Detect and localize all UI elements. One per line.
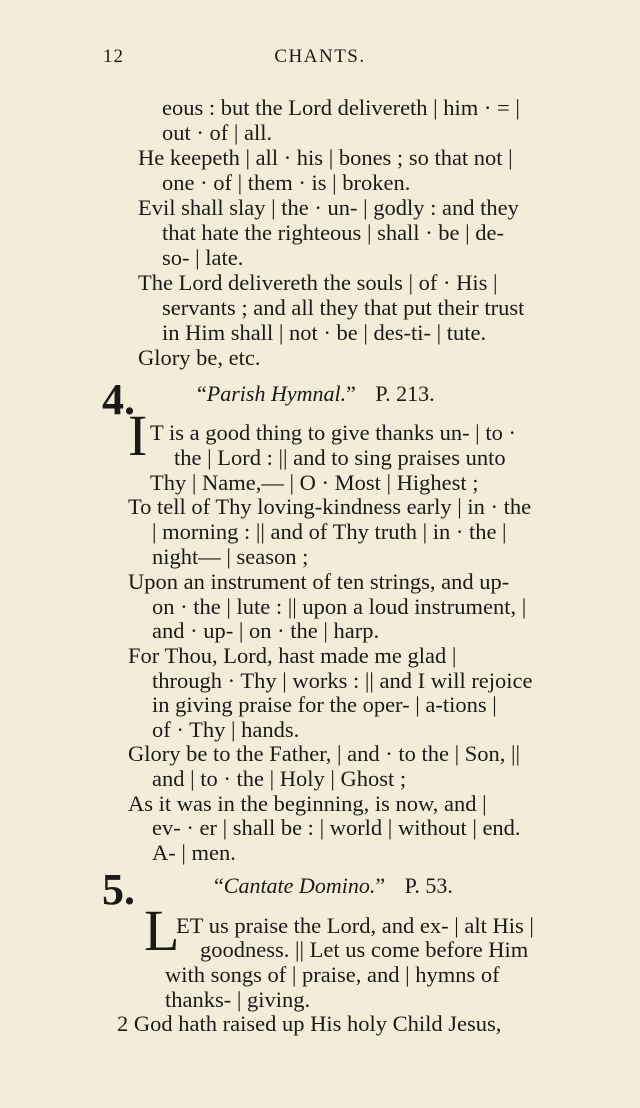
- continuation-line: Evil shall slay | the · un- | godly : and they: [138, 195, 519, 220]
- drop-cap: I: [128, 403, 148, 468]
- chant-line: in giving praise for the oper- | a-tions |: [152, 692, 497, 717]
- chant-number: 5.: [102, 865, 135, 914]
- chant-line: 2 God hath raised up His holy Child Jesus,: [117, 1011, 502, 1036]
- continuation-line: Glory be, etc.: [138, 345, 261, 370]
- chant-line: of · Thy | hands.: [152, 717, 300, 742]
- page-reference: P. 213.: [375, 381, 435, 406]
- chant-line: As it was in the beginning, is now, and |: [128, 791, 487, 816]
- chant-title: “Parish Hymnal.” P. 213.: [197, 381, 435, 406]
- tune-name: Parish Hymnal.: [206, 381, 347, 406]
- chant-line: Thy | Name,— | O · Most | Highest ;: [150, 470, 479, 495]
- chant-line: T is a good thing to give thanks un- | to ·: [150, 420, 516, 445]
- chant-line: on · the | lute : || upon a loud instrument, |: [152, 594, 527, 619]
- continuation-line: in Him shall | not · be | des-ti- | tute.: [162, 320, 487, 345]
- chant-number: 4.: [102, 375, 135, 424]
- chant-line: with songs of | praise, and | hymns of: [165, 962, 500, 987]
- continuation-line: eous : but the Lord delivereth | him · = |: [162, 95, 520, 120]
- chant-line: To tell of Thy loving-kindness early | in · the: [128, 494, 532, 519]
- continuation-line: The Lord delivereth the souls | of · His |: [138, 270, 498, 295]
- continuation-line: one · of | them · is | broken.: [162, 170, 411, 195]
- continuation-line: so- | late.: [162, 245, 244, 270]
- chant-line: A- | men.: [152, 840, 236, 865]
- page-header: [0, 46, 640, 76]
- chant-line: For Thou, Lord, hast made me glad |: [128, 643, 457, 668]
- tune-name: Cantate Domino.: [223, 873, 376, 898]
- chant-line: the | Lord : || and to sing praises unto: [174, 445, 506, 470]
- chant-line: ev- · er | shall be : | world | without | end.: [152, 815, 521, 840]
- continuation-line: He keepeth | all · his | bones ; so that not |: [138, 145, 513, 170]
- chant-line: night— | season ;: [152, 544, 309, 569]
- chant-line: thanks- | giving.: [165, 987, 311, 1012]
- page-reference: P. 53.: [404, 873, 453, 898]
- running-title: CHANTS.: [274, 46, 366, 67]
- chant-line: and · up- | on · the | harp.: [152, 618, 380, 643]
- chant-line: through · Thy | works : || and I will rejoice: [152, 668, 533, 693]
- chant-line: and | to · the | Holy | Ghost ;: [152, 766, 407, 791]
- chant-line: | morning : || and of Thy truth | in · the |: [152, 519, 507, 544]
- page-number: 12: [103, 46, 124, 67]
- drop-cap: L: [144, 898, 180, 963]
- chant-line: Upon an instrument of ten strings, and up-: [128, 569, 510, 594]
- continuation-line: that hate the righteous | shall · be | de-: [162, 220, 505, 245]
- continuation-line: out · of | all.: [162, 120, 273, 145]
- continuation-line: servants ; and all they that put their trust: [162, 295, 525, 320]
- chant-line: Glory be to the Father, | and · to the | Son, ||: [128, 741, 521, 766]
- chant-line: goodness. || Let us come before Him: [200, 937, 529, 962]
- chant-line: ET us praise the Lord, and ex- | alt His |: [176, 913, 534, 938]
- chant-title: “Cantate Domino.” P. 53.: [214, 873, 453, 898]
